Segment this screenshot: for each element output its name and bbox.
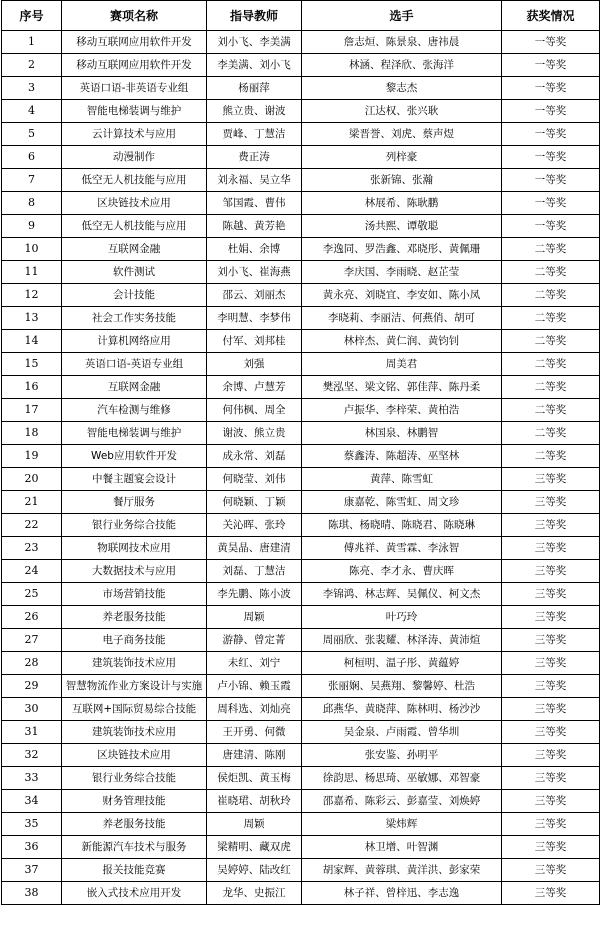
cell-award: 三等奖 xyxy=(502,882,600,905)
cell-index: 18 xyxy=(2,422,62,445)
cell-instructor: 侯炬凯、黄玉梅 xyxy=(207,767,302,790)
cell-contestants: 陈亮、李才永、曹庆晖 xyxy=(302,560,502,583)
cell-award: 三等奖 xyxy=(502,491,600,514)
table-row xyxy=(2,422,600,445)
cell-index: 37 xyxy=(2,859,62,882)
cell-instructor: 刘磊、丁慧洁 xyxy=(207,560,302,583)
cell-award: 一等奖 xyxy=(502,192,600,215)
cell-instructor: 龙华、史振江 xyxy=(207,882,302,905)
cell-index: 21 xyxy=(2,491,62,514)
cell-award: 三等奖 xyxy=(502,721,600,744)
header-instructor: 指导教师 xyxy=(207,1,302,31)
cell-award: 一等奖 xyxy=(502,54,600,77)
cell-index: 35 xyxy=(2,813,62,836)
table-row xyxy=(2,813,600,836)
cell-instructor: 余博、卢慧芳 xyxy=(207,376,302,399)
cell-award: 一等奖 xyxy=(502,146,600,169)
cell-award: 二等奖 xyxy=(502,376,600,399)
cell-event-name: 区块链技术应用 xyxy=(62,192,207,215)
cell-index: 27 xyxy=(2,629,62,652)
cell-award: 三等奖 xyxy=(502,652,600,675)
cell-index: 38 xyxy=(2,882,62,905)
table-row xyxy=(2,767,600,790)
table-row xyxy=(2,284,600,307)
cell-event-name: 社会工作实务技能 xyxy=(62,307,207,330)
cell-instructor: 刘永福、吴立华 xyxy=(207,169,302,192)
cell-instructor: 贾峰、丁慧洁 xyxy=(207,123,302,146)
table-row xyxy=(2,882,600,905)
cell-contestants: 柯桓明、温子彤、黄蕴婷 xyxy=(302,652,502,675)
cell-instructor: 唐建清、陈刚 xyxy=(207,744,302,767)
table-row xyxy=(2,583,600,606)
cell-instructor: 邹国霞、曹伟 xyxy=(207,192,302,215)
cell-contestants: 张新锦、张瀚 xyxy=(302,169,502,192)
table-row xyxy=(2,192,600,215)
cell-instructor: 费正涛 xyxy=(207,146,302,169)
cell-index: 8 xyxy=(2,192,62,215)
cell-contestants: 叶巧玲 xyxy=(302,606,502,629)
cell-event-name: 移动互联网应用软件开发 xyxy=(62,31,207,54)
cell-index: 16 xyxy=(2,376,62,399)
cell-instructor: 周科选、刘灿亮 xyxy=(207,698,302,721)
cell-event-name: 汽车检测与维修 xyxy=(62,399,207,422)
cell-contestants: 梁炜辉 xyxy=(302,813,502,836)
cell-award: 三等奖 xyxy=(502,629,600,652)
cell-award: 三等奖 xyxy=(502,744,600,767)
cell-event-name: 区块链技术应用 xyxy=(62,744,207,767)
table-row xyxy=(2,353,600,376)
cell-instructor: 何伟枫、周全 xyxy=(207,399,302,422)
cell-event-name: 英语口语-英语专业组 xyxy=(62,353,207,376)
cell-award: 三等奖 xyxy=(502,560,600,583)
cell-instructor: 李先鹏、陈小波 xyxy=(207,583,302,606)
cell-event-name: 智慧物流作业方案设计与实施 xyxy=(62,675,207,698)
cell-contestants: 胡家辉、黄蓉琪、黄洋洪、彭家荣 xyxy=(302,859,502,882)
cell-index: 9 xyxy=(2,215,62,238)
table-row xyxy=(2,307,600,330)
cell-award: 三等奖 xyxy=(502,859,600,882)
cell-award: 三等奖 xyxy=(502,790,600,813)
cell-instructor: 梁精明、藏双虎 xyxy=(207,836,302,859)
cell-event-name: 软件测试 xyxy=(62,261,207,284)
cell-award: 三等奖 xyxy=(502,514,600,537)
cell-award: 二等奖 xyxy=(502,238,600,261)
cell-award: 一等奖 xyxy=(502,123,600,146)
cell-award: 三等奖 xyxy=(502,468,600,491)
cell-award: 二等奖 xyxy=(502,422,600,445)
cell-contestants: 林子祥、曾梓迅、李志逸 xyxy=(302,882,502,905)
cell-award: 二等奖 xyxy=(502,307,600,330)
cell-index: 19 xyxy=(2,445,62,468)
cell-contestants: 黄萍、陈雪虹 xyxy=(302,468,502,491)
cell-award: 二等奖 xyxy=(502,284,600,307)
cell-index: 25 xyxy=(2,583,62,606)
cell-event-name: 新能源汽车技术与服务 xyxy=(62,836,207,859)
cell-award: 二等奖 xyxy=(502,330,600,353)
table-row xyxy=(2,836,600,859)
table-row xyxy=(2,238,600,261)
cell-contestants: 李晓莉、李丽洁、何燕俏、胡可 xyxy=(302,307,502,330)
header-row xyxy=(2,1,600,31)
awards-table xyxy=(1,0,600,905)
cell-index: 2 xyxy=(2,54,62,77)
cell-contestants: 李锦鸿、林志辉、吴佩仪、柯文杰 xyxy=(302,583,502,606)
cell-contestants: 邱燕华、黄晓萍、陈林明、杨沙沙 xyxy=(302,698,502,721)
cell-award: 一等奖 xyxy=(502,77,600,100)
table-row xyxy=(2,744,600,767)
cell-contestants: 黎志杰 xyxy=(302,77,502,100)
cell-award: 三等奖 xyxy=(502,836,600,859)
cell-award: 一等奖 xyxy=(502,215,600,238)
cell-index: 1 xyxy=(2,31,62,54)
cell-event-name: 银行业务综合技能 xyxy=(62,767,207,790)
cell-instructor: 关沁晖、张玲 xyxy=(207,514,302,537)
cell-instructor: 李美满、刘小飞 xyxy=(207,54,302,77)
cell-index: 7 xyxy=(2,169,62,192)
cell-contestants: 徐韵思、杨思琦、巫敏娜、邓智豪 xyxy=(302,767,502,790)
table-row xyxy=(2,629,600,652)
cell-instructor: 未红、刘宁 xyxy=(207,652,302,675)
cell-contestants: 张丽娴、吴燕翔、黎馨婷、杜浩 xyxy=(302,675,502,698)
table-row xyxy=(2,77,600,100)
cell-contestants: 列梓豪 xyxy=(302,146,502,169)
cell-contestants: 林国泉、林鹏智 xyxy=(302,422,502,445)
cell-instructor: 成永常、刘磊 xyxy=(207,445,302,468)
header-index: 序号 xyxy=(2,1,62,31)
cell-instructor: 邵云、刘丽杰 xyxy=(207,284,302,307)
cell-instructor: 卢小锦、赖玉霞 xyxy=(207,675,302,698)
cell-index: 6 xyxy=(2,146,62,169)
table-row xyxy=(2,330,600,353)
table-row xyxy=(2,468,600,491)
cell-instructor: 谢波、熊立贵 xyxy=(207,422,302,445)
cell-contestants: 张安鉴、孙明平 xyxy=(302,744,502,767)
table-row xyxy=(2,721,600,744)
cell-instructor: 刘小飞、李美满 xyxy=(207,31,302,54)
table-row xyxy=(2,215,600,238)
table-row xyxy=(2,376,600,399)
cell-instructor: 周颖 xyxy=(207,813,302,836)
cell-instructor: 游静、曾定菁 xyxy=(207,629,302,652)
table-row xyxy=(2,606,600,629)
cell-contestants: 林展希、陈耿鹏 xyxy=(302,192,502,215)
table-row xyxy=(2,100,600,123)
cell-award: 一等奖 xyxy=(502,100,600,123)
cell-instructor: 吴婷婷、陆改红 xyxy=(207,859,302,882)
cell-contestants: 林涵、程泽欣、张海洋 xyxy=(302,54,502,77)
cell-index: 3 xyxy=(2,77,62,100)
cell-index: 36 xyxy=(2,836,62,859)
cell-index: 28 xyxy=(2,652,62,675)
cell-event-name: 大数据技术与应用 xyxy=(62,560,207,583)
table-row xyxy=(2,54,600,77)
cell-instructor: 刘强 xyxy=(207,353,302,376)
cell-instructor: 杜娟、余博 xyxy=(207,238,302,261)
cell-contestants: 梁晋誉、刘虎、蔡声煜 xyxy=(302,123,502,146)
cell-contestants: 汤共熙、谭敬聪 xyxy=(302,215,502,238)
cell-award: 三等奖 xyxy=(502,583,600,606)
cell-event-name: 互联网+国际贸易综合技能 xyxy=(62,698,207,721)
cell-index: 13 xyxy=(2,307,62,330)
cell-instructor: 刘小飞、崔海燕 xyxy=(207,261,302,284)
cell-event-name: 智能电梯装调与维护 xyxy=(62,422,207,445)
cell-contestants: 李逸同、罗浩鑫、邓晓彤、黄佩珊 xyxy=(302,238,502,261)
cell-instructor: 陈越、黄芳艳 xyxy=(207,215,302,238)
cell-event-name: 建筑装饰技术应用 xyxy=(62,721,207,744)
cell-award: 一等奖 xyxy=(502,31,600,54)
cell-index: 20 xyxy=(2,468,62,491)
cell-contestants: 康嘉乾、陈雪虹、周文珍 xyxy=(302,491,502,514)
cell-event-name: 养老服务技能 xyxy=(62,606,207,629)
cell-index: 17 xyxy=(2,399,62,422)
cell-index: 5 xyxy=(2,123,62,146)
cell-event-name: 嵌入式技术应用开发 xyxy=(62,882,207,905)
cell-index: 31 xyxy=(2,721,62,744)
cell-event-name: 云计算技术与应用 xyxy=(62,123,207,146)
cell-index: 23 xyxy=(2,537,62,560)
table-row xyxy=(2,491,600,514)
cell-event-name: 移动互联网应用软件开发 xyxy=(62,54,207,77)
cell-contestants: 江达权、张兴耿 xyxy=(302,100,502,123)
table-row xyxy=(2,652,600,675)
table-row xyxy=(2,537,600,560)
cell-instructor: 付军、刘邦桂 xyxy=(207,330,302,353)
cell-contestants: 黄永亮、刘晓宜、李安如、陈小凤 xyxy=(302,284,502,307)
cell-event-name: 会计技能 xyxy=(62,284,207,307)
cell-index: 22 xyxy=(2,514,62,537)
cell-index: 4 xyxy=(2,100,62,123)
cell-event-name: 英语口语-非英语专业组 xyxy=(62,77,207,100)
cell-award: 三等奖 xyxy=(502,675,600,698)
table-row xyxy=(2,261,600,284)
table-row xyxy=(2,859,600,882)
cell-event-name: 计算机网络应用 xyxy=(62,330,207,353)
cell-index: 26 xyxy=(2,606,62,629)
table-row xyxy=(2,790,600,813)
table-row xyxy=(2,445,600,468)
cell-event-name: 财务管理技能 xyxy=(62,790,207,813)
cell-contestants: 邵嘉希、陈彩云、彭嘉莹、刘焕婷 xyxy=(302,790,502,813)
cell-instructor: 熊立贵、谢波 xyxy=(207,100,302,123)
cell-contestants: 傅兆祥、黄雪霖、李泳智 xyxy=(302,537,502,560)
cell-index: 29 xyxy=(2,675,62,698)
cell-instructor: 周颖 xyxy=(207,606,302,629)
cell-index: 15 xyxy=(2,353,62,376)
cell-award: 三等奖 xyxy=(502,606,600,629)
header-award: 获奖情况 xyxy=(502,1,600,31)
cell-award: 二等奖 xyxy=(502,399,600,422)
cell-event-name: 电子商务技能 xyxy=(62,629,207,652)
cell-award: 二等奖 xyxy=(502,353,600,376)
cell-contestants: 陈琪、杨晓晴、陈晓君、陈晓琳 xyxy=(302,514,502,537)
cell-event-name: 餐厅服务 xyxy=(62,491,207,514)
cell-event-name: 低空无人机技能与应用 xyxy=(62,169,207,192)
cell-index: 30 xyxy=(2,698,62,721)
cell-contestants: 周美君 xyxy=(302,353,502,376)
cell-contestants: 周丽欣、张裴耀、林泽涛、黄沛煊 xyxy=(302,629,502,652)
cell-contestants: 詹志烜、陈景泉、唐祎晨 xyxy=(302,31,502,54)
cell-event-name: 低空无人机技能与应用 xyxy=(62,215,207,238)
table-row xyxy=(2,123,600,146)
cell-event-name: 智能电梯装调与维护 xyxy=(62,100,207,123)
table-body xyxy=(2,31,600,905)
cell-event-name: 银行业务综合技能 xyxy=(62,514,207,537)
cell-instructor: 杨丽萍 xyxy=(207,77,302,100)
cell-contestants: 蔡鑫涛、陈超涛、巫坚林 xyxy=(302,445,502,468)
table-row xyxy=(2,399,600,422)
cell-award: 三等奖 xyxy=(502,767,600,790)
table-row xyxy=(2,169,600,192)
cell-award: 三等奖 xyxy=(502,698,600,721)
cell-instructor: 崔晓珺、胡秋玲 xyxy=(207,790,302,813)
cell-event-name: 建筑装饰技术应用 xyxy=(62,652,207,675)
cell-event-name: 物联网技术应用 xyxy=(62,537,207,560)
cell-award: 三等奖 xyxy=(502,813,600,836)
table-row xyxy=(2,146,600,169)
cell-award: 二等奖 xyxy=(502,445,600,468)
cell-index: 32 xyxy=(2,744,62,767)
table-row xyxy=(2,514,600,537)
table-row xyxy=(2,675,600,698)
cell-award: 一等奖 xyxy=(502,169,600,192)
cell-contestants: 卢振华、李梓荣、黄柏浩 xyxy=(302,399,502,422)
cell-award: 三等奖 xyxy=(502,537,600,560)
table-row xyxy=(2,560,600,583)
cell-instructor: 王开勇、何微 xyxy=(207,721,302,744)
cell-contestants: 林梓杰、黄仁润、黄钧钊 xyxy=(302,330,502,353)
cell-index: 14 xyxy=(2,330,62,353)
cell-instructor: 黄昊晶、唐建清 xyxy=(207,537,302,560)
cell-event-name: 市场营销技能 xyxy=(62,583,207,606)
cell-event-name: 报关技能竞赛 xyxy=(62,859,207,882)
table-row xyxy=(2,31,600,54)
cell-event-name: 互联网金融 xyxy=(62,376,207,399)
cell-index: 12 xyxy=(2,284,62,307)
header-contestants: 选手 xyxy=(302,1,502,31)
cell-event-name: Web应用软件开发 xyxy=(62,445,207,468)
cell-index: 24 xyxy=(2,560,62,583)
cell-index: 10 xyxy=(2,238,62,261)
cell-contestants: 吴金泉、卢雨霞、曾华圳 xyxy=(302,721,502,744)
cell-instructor: 何晓颖、丁颖 xyxy=(207,491,302,514)
table-row xyxy=(2,698,600,721)
cell-instructor: 何晓莹、刘伟 xyxy=(207,468,302,491)
cell-index: 33 xyxy=(2,767,62,790)
cell-award: 二等奖 xyxy=(502,261,600,284)
cell-contestants: 樊泓坚、梁文铭、郭佳萍、陈丹柔 xyxy=(302,376,502,399)
cell-contestants: 林卫增、叶智渊 xyxy=(302,836,502,859)
header-event-name: 赛项名称 xyxy=(62,1,207,31)
cell-event-name: 动漫制作 xyxy=(62,146,207,169)
cell-index: 11 xyxy=(2,261,62,284)
cell-event-name: 中餐主题宴会设计 xyxy=(62,468,207,491)
cell-index: 34 xyxy=(2,790,62,813)
cell-event-name: 互联网金融 xyxy=(62,238,207,261)
cell-event-name: 养老服务技能 xyxy=(62,813,207,836)
cell-contestants: 李庆国、李雨晓、赵芷莹 xyxy=(302,261,502,284)
cell-instructor: 李明慧、李梦伟 xyxy=(207,307,302,330)
